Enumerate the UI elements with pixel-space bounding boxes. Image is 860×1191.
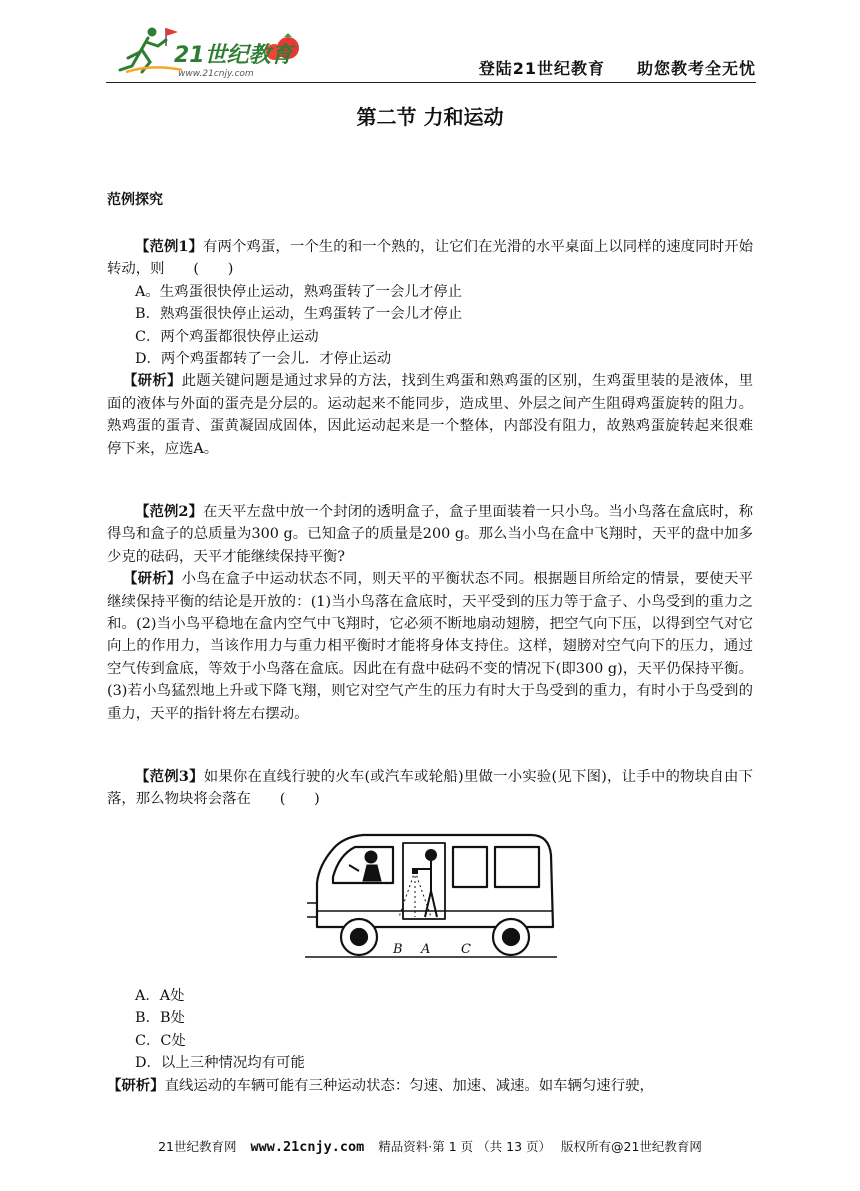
example-3-analysis-tag: 【研析】 xyxy=(107,1076,165,1094)
van-rear-window-2 xyxy=(495,847,539,887)
example-2-analysis xyxy=(107,568,753,725)
example-1-analysis xyxy=(107,370,753,460)
example-3-analysis xyxy=(107,1075,753,1097)
example-3-analysis-text: 直线运动的车辆可能有三种运动状态：匀速、加速、减速。如车辆匀速行驶， xyxy=(164,1077,654,1094)
example-1-analysis-tag: 【研析】 xyxy=(123,372,182,390)
example-1-stem xyxy=(107,236,753,281)
footer-left: 21世纪教育网 xyxy=(158,1139,237,1154)
example-1-option-d: D．两个鸡蛋都转了一会儿．才停止运动 xyxy=(135,351,392,368)
section-label: 范例探究 xyxy=(107,192,163,208)
example-3-stem xyxy=(107,766,753,811)
example-3-option-b: B．B处 xyxy=(135,1010,185,1027)
footer-page-info: 精品资料·第 1 页 （共 13 页） xyxy=(378,1139,551,1154)
example-1-analysis-text: 此题关键问题是通过求异的方法，找到生鸡蛋和熟鸡蛋的区别，生鸡蛋里装的是液体，里面的液体与外面的蛋壳是分层的。运动起来不能同步，造成里、外层之间产生阻碍鸡蛋旋转的阻力。熟鸡蛋的蛋青、蛋黄凝固成固体，因此运动起来是一个整体，内部没有阻力，故熟鸡蛋旋转起来很难停下来，应选A。 xyxy=(107,373,753,457)
example-1-text: 有两个鸡蛋，一个生的和一个熟的，让它们在光滑的水平桌面上以同样的速度同时开始转动，则 ( ) xyxy=(107,239,753,278)
example-3-option-c: C．C处 xyxy=(135,1032,186,1049)
example-2-analysis-text: 小鸟在盒子中运动状态不同，则天平的平衡状态不同。根据题目所给定的情景，要使天平继续保持平衡的结论是开放的：(1)当小鸟落在盒底时，天平受到的压力等于盒子、小鸟受到的重力之和。(2)当小鸟平稳地在盒内空气中飞翔时，它必须不断地扇动翅膀，把空气向下压，以得到空气对它向上的作用力，当该作用力与重力相平衡时才能将身体支持住。这样，翅膀对空气向下的压力，通过空气传到盒底，等效于小鸟落在盒底。因此在有盘中砝码不变的情况下(即300 g)，天平仍保持平衡。(3)若小鸟猛烈地上升或下降飞翔，则它对空气产生的压力有时大于鸟受到的重力，有时小于鸟受到的重力，天平的指针将左右摆动。 xyxy=(107,571,753,722)
example-1-option-a: A。生鸡蛋很快停止运动，熟鸡蛋转了一会儿才停止 xyxy=(135,283,462,300)
label-a: A xyxy=(421,942,431,957)
logo-url: www.21cnjy.com xyxy=(178,69,254,79)
van-rear-window-1 xyxy=(453,847,487,887)
van-figure xyxy=(303,825,559,969)
label-b: B xyxy=(393,942,403,957)
page-header xyxy=(0,0,860,90)
example-3-option-a: A．A处 xyxy=(135,988,185,1004)
page-footer xyxy=(0,1137,860,1155)
header-slogan xyxy=(479,56,756,79)
page-title: 第二节 力和运动 xyxy=(356,105,504,129)
runner-icon xyxy=(120,28,182,72)
van-door xyxy=(403,843,445,919)
example-3-option-d: D．以上三种情况均有可能 xyxy=(135,1055,305,1072)
example-1-option-c: C．两个鸡蛋都很快停止运动 xyxy=(135,328,319,345)
footer-copyright: 版权所有@21世纪教育网 xyxy=(561,1139,702,1154)
example-2-stem xyxy=(107,501,753,568)
example-1-option-b: B．熟鸡蛋很快停止运动，生鸡蛋转了一会儿才停止 xyxy=(135,306,463,323)
slogan-right: 助您教考全无忧 xyxy=(636,59,756,78)
footer-site-link[interactable]: www.21cnjy.com xyxy=(250,1139,365,1155)
header-divider xyxy=(106,82,756,83)
slogan-left: 登陆21世纪教育 xyxy=(478,59,605,78)
logo-21cnjy[interactable] xyxy=(112,22,312,82)
example-2 xyxy=(107,501,753,725)
block-icon xyxy=(412,868,418,874)
example-1 xyxy=(107,236,753,460)
van-front-window xyxy=(333,847,393,883)
example-2-tag: 【范例2】 xyxy=(135,503,203,520)
example-3-rest xyxy=(107,985,753,1097)
logo-text: 21世纪教育 xyxy=(174,43,293,68)
example-3 xyxy=(107,766,753,811)
example-1-tag: 【范例1】 xyxy=(135,238,203,255)
example-2-text: 在天平左盘中放一个封闭的透明盒子，盒子里面装着一只小鸟。当小鸟落在盒底时，称得鸟和盒子的总质量为300 g。已知盒子的质量是200 g。那么当小鸟在盒中飞翔时，天平的盘中加多少克的砝码，天平才能继续保持平衡? xyxy=(107,504,753,565)
label-c: C xyxy=(461,942,471,957)
example-2-analysis-tag: 【研析】 xyxy=(123,570,182,588)
example-3-tag: 【范例3】 xyxy=(135,768,204,785)
driver-icon xyxy=(349,851,381,881)
example-3-text: 如果你在直线行驶的火车(或汽车或轮船)里做一小实验(见下图)，让手中的物块自由下落，那么物块将会落在 ( ) xyxy=(107,769,753,808)
person-icon xyxy=(415,850,437,917)
